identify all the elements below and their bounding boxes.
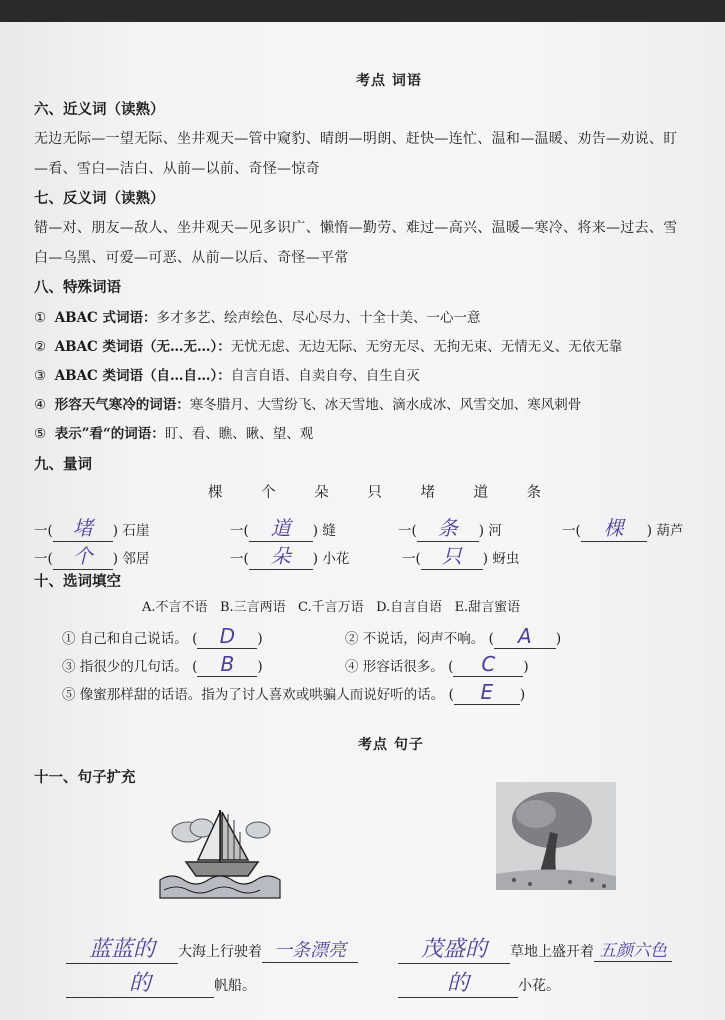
item-text: 自言自语、自卖自夸、自生自灭 — [230, 368, 420, 384]
handwritten-answer: 朵 — [270, 544, 291, 568]
measure-q-3 — [398, 512, 502, 542]
paren-close: ) — [112, 523, 119, 539]
paren-close: ) — [478, 523, 485, 539]
paren-open: ( — [488, 631, 494, 647]
handwritten-answer: 只 — [441, 544, 462, 568]
special-item-2 — [34, 335, 622, 355]
paren-open: ( — [192, 659, 198, 675]
item-label: 表示”看“的词语： — [54, 426, 165, 442]
measure-q-5 — [34, 540, 149, 570]
cloud-shape — [246, 822, 270, 838]
paren-open: ( — [243, 523, 249, 539]
item-number: ③ — [34, 368, 47, 384]
antonyms-heading: 七、反义词（读熟） — [34, 190, 165, 207]
measure-noun: 缝 — [322, 523, 336, 539]
choose-words-heading: 十、选词填空 — [34, 573, 121, 590]
paren-open: ( — [415, 551, 421, 567]
answer-blank[interactable] — [262, 936, 358, 963]
option: D.自言自语 — [376, 600, 443, 615]
item-label: ABAC 类词语（自…自…）： — [54, 368, 231, 384]
handwritten-answer: 蓝蓝的 — [88, 937, 155, 962]
q-number: ③ — [62, 659, 76, 675]
answer-blank[interactable] — [249, 512, 313, 542]
measure-noun: 石崖 — [122, 523, 150, 539]
measure-noun: 小花 — [322, 551, 350, 567]
option: B.三言两语 — [219, 600, 286, 615]
sail-right — [222, 812, 248, 860]
hull — [186, 862, 258, 876]
flower — [568, 880, 572, 884]
handwritten-answer: C — [481, 652, 496, 676]
special-item-4 — [34, 393, 581, 413]
measure-noun: 葫芦 — [656, 523, 684, 539]
option: A.不言不语 — [142, 600, 208, 615]
special-words-heading: 八、特殊词语 — [34, 279, 121, 296]
bank-word: 堵 — [420, 485, 435, 501]
prefix-yi: 一 — [398, 523, 412, 539]
item-text: 无忧无虑、无边无际、无穷无尽、无拘无束、无情无义、无依无靠 — [230, 339, 623, 355]
answer-blank[interactable] — [66, 966, 214, 998]
bank-word: 棵 — [208, 485, 223, 501]
answer-blank[interactable] — [197, 652, 257, 677]
paren-close: ) — [312, 551, 319, 567]
handwritten-answer: E — [480, 680, 494, 704]
measure-noun: 蚜虫 — [492, 551, 520, 567]
prefix-yi: 一 — [34, 551, 48, 567]
handwritten-answer: 棵 — [603, 516, 624, 540]
paren-close: ) — [523, 659, 529, 675]
special-item-1 — [34, 306, 481, 326]
q-number: ② — [345, 631, 359, 647]
sailboat-illustration — [150, 800, 290, 900]
measure-words-heading: 九、量词 — [34, 456, 92, 473]
item-label: ABAC 类词语（无…无…）： — [54, 339, 231, 355]
item-number: ② — [34, 339, 47, 355]
prefix-yi: 一 — [402, 551, 416, 567]
handwritten-answer: 道 — [270, 516, 291, 540]
answer-blank[interactable] — [398, 932, 510, 964]
choose-q-5 — [62, 680, 525, 705]
paren-open: ( — [243, 551, 249, 567]
handwritten-answer: A — [518, 624, 532, 648]
answer-blank[interactable] — [53, 512, 113, 542]
paren-close: ) — [257, 659, 263, 675]
option: C.千言万语 — [298, 600, 364, 615]
measure-q-6 — [230, 540, 349, 570]
paren-open: ( — [47, 523, 53, 539]
handwritten-answer: 五颜六色 — [599, 941, 667, 961]
q-text: 指很少的几句话。 — [79, 659, 188, 675]
antonyms-line-2: 白—乌黑、可爱—可恶、从前—以后、奇怪—平常 — [34, 250, 349, 266]
choose-q-1 — [62, 624, 263, 649]
answer-blank[interactable] — [454, 680, 520, 705]
handwritten-answer: 个 — [72, 544, 93, 568]
choose-q-2 — [345, 624, 561, 649]
synonyms-heading: 六、近义词（读熟） — [34, 101, 165, 118]
bank-word: 条 — [526, 485, 542, 501]
handwritten-answer: 的 — [128, 971, 151, 996]
section-title-vocab: 考点 词语 — [356, 73, 422, 89]
paren-open: ( — [575, 523, 581, 539]
measure-q-2 — [230, 512, 336, 542]
expand-right-line-2 — [398, 966, 560, 998]
measure-q-1 — [34, 512, 149, 542]
paren-close: ) — [646, 523, 653, 539]
antonyms-line-1: 错—对、朋友—敌人、坐井观天—见多识广、懒惰—勤劳、难过—高兴、温暖—寒冷、将来—过去、雪 — [34, 220, 678, 236]
measure-noun: 邻居 — [122, 551, 150, 567]
expand-left-line-2 — [66, 966, 256, 998]
handwritten-answer: 茂盛的 — [420, 937, 487, 962]
section-title-sentence: 考点 句子 — [358, 737, 424, 753]
answer-blank[interactable] — [421, 540, 483, 570]
sentence-text: 小花。 — [518, 978, 560, 994]
handwritten-answer: B — [220, 652, 235, 676]
synonyms-line-1: 无边无际—一望无际、坐井观天—管中窥豹、晴朗—明朗、赶快—连忙、温和—温暖、劝告—劝说、盯 — [34, 131, 678, 147]
item-label: ABAC 式词语： — [54, 310, 157, 326]
flower — [528, 882, 532, 886]
handwritten-answer: D — [219, 624, 236, 648]
q-text: 不说话，闷声不响。 — [362, 631, 485, 647]
measure-q-4 — [562, 512, 683, 542]
paren-open: ( — [192, 631, 198, 647]
prefix-yi: 一 — [34, 523, 48, 539]
choose-options — [142, 596, 520, 615]
answer-blank[interactable] — [66, 932, 178, 964]
q-text: 像蜜那样甜的话语。指为了讨人喜欢或哄骗人而说好听的话。 — [79, 687, 445, 703]
answer-blank[interactable] — [53, 540, 113, 570]
sentence-text: 大海上行驶着 — [178, 944, 262, 960]
bank-word: 朵 — [314, 485, 329, 501]
bank-word: 道 — [473, 485, 489, 501]
prefix-yi: 一 — [230, 523, 244, 539]
tree-canopy-highlight — [516, 800, 556, 828]
flower — [512, 878, 516, 882]
q-number: ④ — [345, 659, 359, 675]
sentence-text: 帆船。 — [214, 978, 256, 994]
expand-right-line-1 — [398, 932, 672, 964]
item-text: 寒冬腊月、大雪纷飞、冰天雪地、滴水成冰、风雪交加、寒风刺骨 — [189, 397, 582, 413]
synonyms-line-2: —看、雪白—洁白、从前—以前、奇怪—惊奇 — [34, 161, 320, 177]
q-number: ⑤ — [62, 687, 76, 703]
bank-word: 个 — [261, 485, 276, 501]
paren-open: ( — [47, 551, 53, 567]
q-text: 自己和自己说话。 — [79, 631, 188, 647]
prefix-yi: 一 — [562, 523, 576, 539]
handwritten-answer: 的 — [446, 971, 469, 996]
prefix-yi: 一 — [230, 551, 244, 567]
measure-q-7 — [402, 540, 519, 570]
paren-close: ) — [555, 631, 562, 647]
sentence-text: 草地上盛开着 — [510, 944, 594, 960]
sentence-expand-heading: 十一、句子扩充 — [34, 769, 136, 786]
paren-close: ) — [112, 551, 119, 567]
option: E.甜言蜜语 — [454, 600, 521, 615]
choose-q-4 — [345, 652, 529, 677]
expand-left-line-1 — [66, 932, 358, 964]
special-item-3 — [34, 364, 420, 384]
item-text: 多才多艺、绘声绘色、尽心尽力、十全十美、一心一意 — [156, 310, 481, 326]
tree-illustration — [496, 782, 616, 890]
answer-blank[interactable] — [197, 624, 257, 649]
paren-open: ( — [411, 523, 417, 539]
paren-close: ) — [257, 631, 263, 647]
flower — [590, 878, 594, 882]
special-item-5 — [34, 422, 313, 442]
bank-word: 只 — [367, 485, 382, 501]
item-text: 盯、看、瞧、瞅、望、观 — [164, 426, 314, 442]
answer-blank[interactable] — [249, 540, 313, 570]
flower — [602, 884, 606, 888]
handwritten-answer: 一条漂亮 — [274, 940, 346, 961]
paren-close: ) — [519, 687, 526, 703]
answer-blank[interactable] — [594, 936, 672, 962]
answer-blank[interactable] — [453, 652, 523, 677]
measure-noun: 河 — [488, 523, 502, 539]
item-number: ⑤ — [34, 426, 47, 442]
paren-open: ( — [448, 687, 454, 703]
answer-blank[interactable] — [398, 966, 518, 998]
answer-blank[interactable] — [494, 624, 556, 649]
item-label: 形容天气寒冷的词语： — [54, 397, 190, 413]
item-number: ① — [34, 310, 47, 326]
worksheet-page — [0, 22, 725, 1020]
q-text: 形容话很多。 — [362, 659, 444, 675]
measure-word-bank — [208, 481, 541, 502]
choose-q-3 — [62, 652, 263, 677]
item-number: ④ — [34, 397, 47, 413]
paren-open: ( — [448, 659, 454, 675]
answer-blank[interactable] — [581, 512, 647, 542]
q-number: ① — [62, 631, 76, 647]
answer-blank[interactable] — [417, 512, 479, 542]
handwritten-answer: 条 — [437, 516, 458, 540]
handwritten-answer: 堵 — [72, 516, 93, 540]
paren-close: ) — [482, 551, 489, 567]
paren-close: ) — [312, 523, 319, 539]
